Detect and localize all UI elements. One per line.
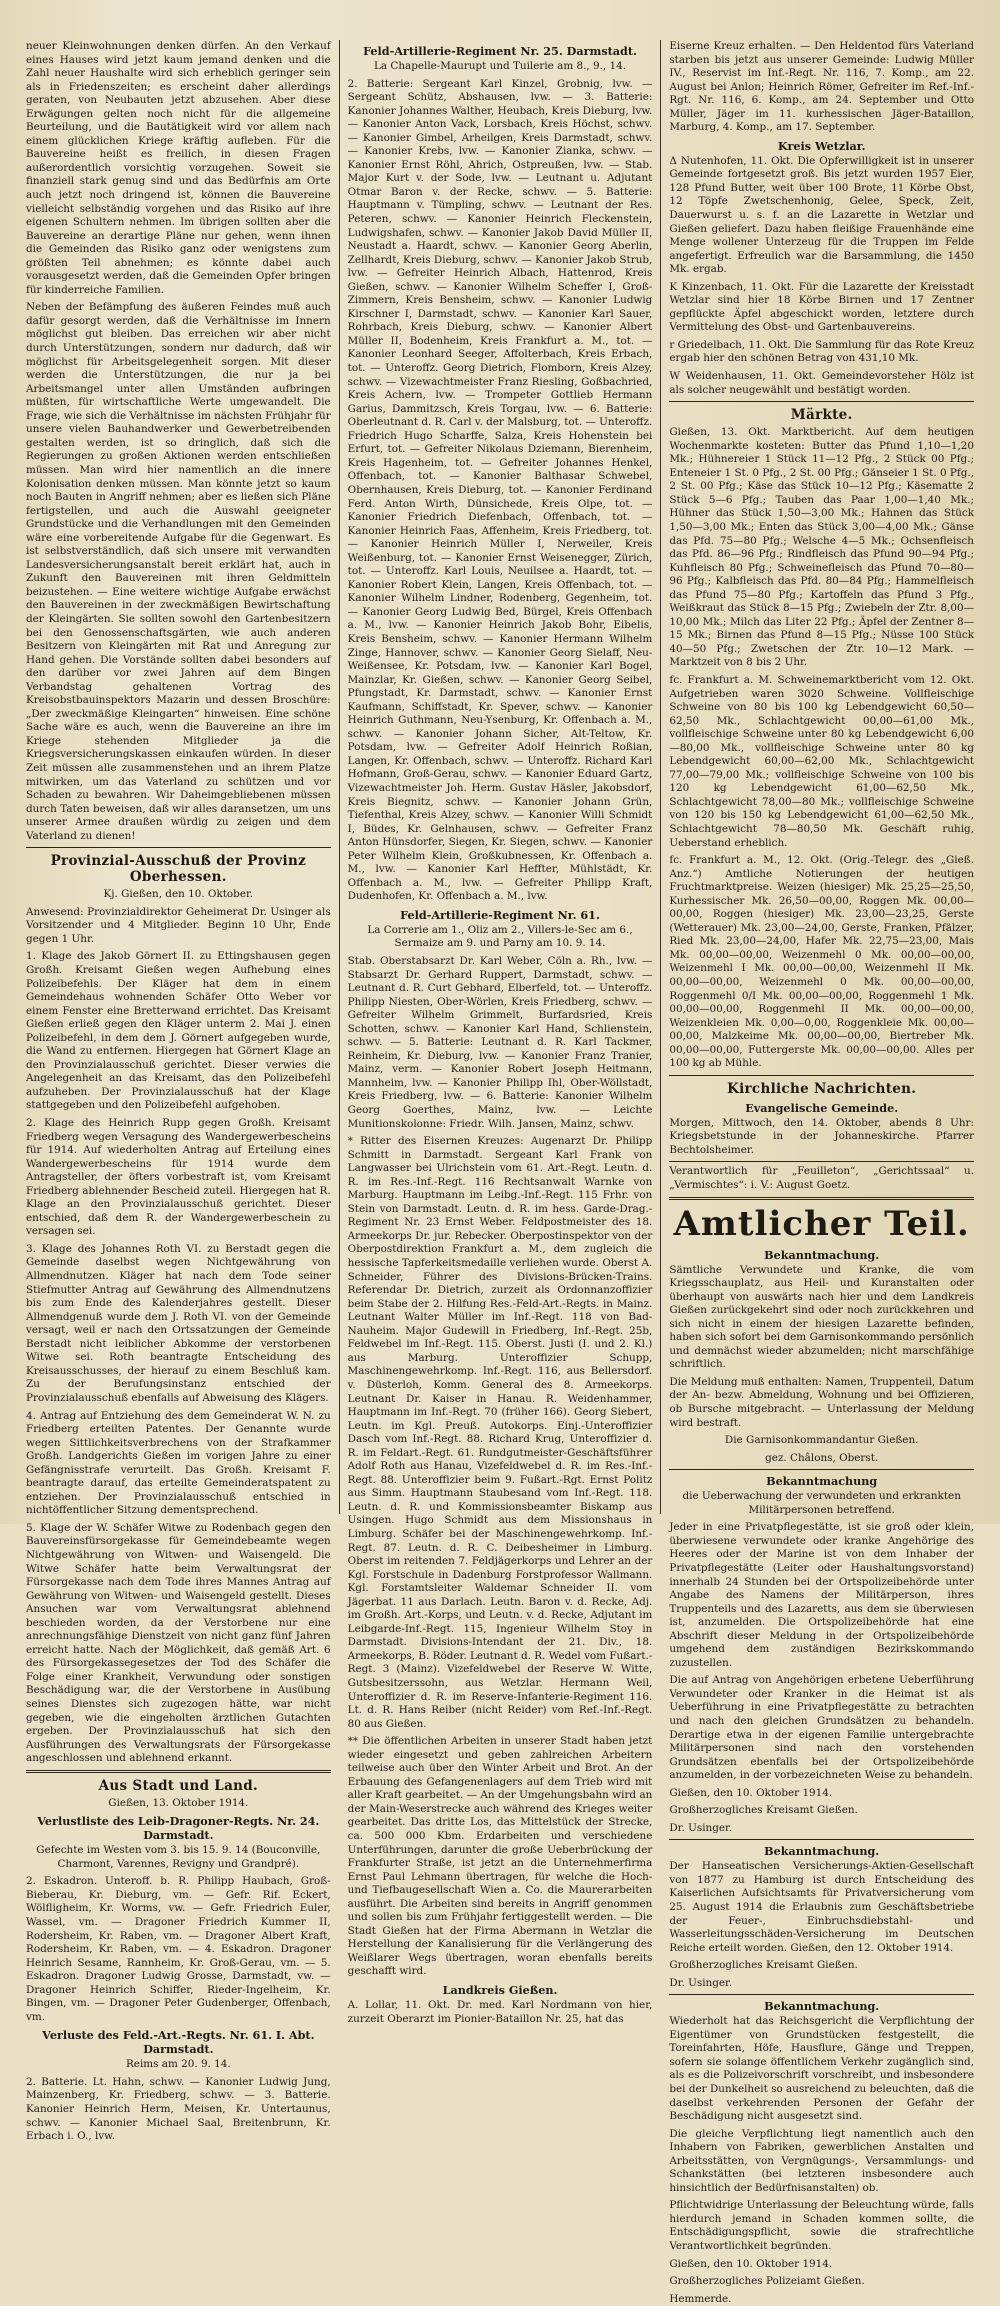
housing-article-p2: Neben der Befämpfung des äußeren Feindes muß auch dafür gesorgt werden, daß die Verhältnisse im Innern möglichst gut bleiben. Das erreichen wir aber nicht durch Unterstützungen, sondern nur dadurch, daß wir möglichst für Arbeitsgelegenheit sorgen. Mit dieser werden die Unterstützungen, die nur ja bei Arbeitsmangel unter allen Umständen aufbringen müßten, für wirtschaftliche Werte umgewandelt. Die Frage, wie sich die Verhältnisse im nächsten Frühjahr für unsere vielen Bauhandwerker und Gewerbetreibenden gestalten werden, ist so dringlich, daß sich die Regierungen zu großen Aktionen werden entschließen müssen. Man wird hier namentlich an die innere Kolonisation denken müssen. Man könnte jetzt so kaum noch Bauten in Angriff nehmen; aber es ließen sich Pläne fertigstellen, und auch die Auswahl geeigneter Grundstücke und die Verhandlungen mit den Gemeinden wäre eine vorbereitende Aufgabe für die Gegenwart. Es ist selbstverständlich, daß sich unsere mit verwandten Landesversicherungsanstalt bereit erklärt hat, auch in Zukunft den Bauvereinen mit ihren Geldmitteln beizustehen. — Eine weitere wichtige Aufgabe erwächst den Bauvereinen in der zweckmäßigen Bewirtschaftung der Kleingärten. Sie sollten sowohl den Gartenbesitzern bei den Genossenschaftsgärten, wie auch anderen Besitzern von Kleingärten mit Rat und Anregung zur Hand gehen. Die Vorstände sollten dabei besonders auf den darüber vor zwei Jahren auf dem Bingen Verbandstag gehaltenen Vortrag des Kreisobstbauinspektors Mazarin und dessen Broschüre: „Der zweckmäßige Kleingarten“ hinweisen. Eine schöne Sache wäre es auch, wenn die Bauvereine an ihre im Kriege stehenden Mitglieder ja die Kriegsversicherungskassen einkaufen würden. In dieser Zeit müssen alle zusammenstehen und an ihrem Platze mitwirken, um das Vaterland zu schützen und vor Schaden zu bewahren. Wir Daheimgebliebenen müssen durch Taten beweisen, daß wir alles daransetzen, um uns unserer Armee draußen würdig zu zeigen und dem Vaterland zu dienen!: [26, 301, 331, 842]
case-1: 1. Klage des Jakob Görnert II. zu Ettingshausen gegen Großh. Kreisamt Gießen wegen Aufhebung eines Polizeibefehls. Der Kläger hat dem in einem Gemeindehaus wohnenden Schäfer Otto Weber vor einem Fenster eine Bretterwand errichtet. Das Kreisamt Gießen erließ gegen den Kläger unterm 2. Mai J. einen Polizeibefehl, in dem dem J. Görnert aufgegeben wurde, die Wand zu entfernen. Hiergegen hat Görnert Klage an den Provinzialausschuß gerichtet. Dieser verwies die Angelegenheit an das Kreisamt, das den Polizeibefehl aufzuheben. Der Provinzialausschuß hat der Klage stattgegeben und den Polizeibefehl aufgehoben.: [26, 950, 331, 1112]
district-giessen-heading: Landkreis Gießen.: [442, 1983, 558, 1998]
notice-1-p1: Sämtliche Verwundete und Kranke, die vom Kriegsschauplatz, aus Heil- und Kuranstalten oder überhaupt von auswärts nach hier und dem Landkreis Gießen zurückgekehrt sind oder noch zurückkehren und sich nicht in einem der hiesigen Lazarette befinden, haben sich sofort bei dem Garnisonkommando persönlich und demnächst wieder abzumelden; nicht marschfähige schriftlich.: [669, 1263, 975, 1371]
case-5: 5. Klage der W. Schäfer Witwe zu Rodenbach gegen den Bauvereinsfürsorgekasse für Gemeindebeamte wegen Nichtgewährung von Witwen- und Waisengeld. Die Witwe Schäfer hatte beim Verwaltungsrat der Fürsorgekasse nach dem Tode ihres Mannes Antrag auf Gewährung von Witwen- und Waisengeld gestellt. Dieses Ansuchen war vom Verwaltungsrat ablehnend beschieden worden, da der Verstorbene nur eine anrechnungsfähige Dienstzeit von nicht ganz fünf Jahren erreicht hatte. Nach der Möglichkeit, daß gemäß Art. 6 des Fürsorgekassegesetzes der Tod des Schäfer die Folge einer Krankheit, Verwundung oder sonstigen Beschädigung war, die der Verstorbene in Ausübung seines Dienstes sich zugezogen hätte, war nicht gegeben, wie die eingeholten ärztlichen Gutachten ergeben. Der Provinzialausschuß hat sich den Ausführungen des Verwaltungsrats der Fürsorgekasse angeschlossen und ablehnend erkannt.: [26, 1521, 331, 1765]
notice-3-heading: Bekanntmachung.: [764, 1844, 880, 1859]
notice-2-p2: Die auf Antrag von Angehörigen erbetene Ueberführung Verwundeter oder Kranker in die Heimat ist als Ueberführung in eine Privatpflegestätte zu betrachten und nach den gleichen Grundsätzen zu behandeln. Derartige etwa in der eigenen Familie untergebrachte Militärpersonen sind nach den vorstehenden Grundsätzen ebenfalls bei der Ortspolizeibehörde anzumelden, in der vorbezeichneten Weise zu behandeln.: [669, 1674, 975, 1782]
church-service-notice: Morgen, Mittwoch, den 14. Oktober, abends 8 Uhr: Kriegsbetstunde in der Johanneskirche. Pfarrer Bechtolsheimer.: [669, 1116, 975, 1156]
nutenhofen-article: Δ Nutenhofen, 11. Okt. Die Opferwilligkeit ist in unserer Gemeinde fortgesetzt groß. Bis jetzt wurden 1957 Eier, 128 Pfund Butter, weit über 100 Brote, 11 Körbe Obst, 12 Töpfe Zwetschenhonig, Gelee, Speck, Zeit, Dauerwurst u. s. f. an die Lazarette in Wetzlar und Gießen geliefert. Dazu haben fleißige Frauenhände eine Menge wollener Unterzeug für die Truppen im Felde angefertigt. Erfreulich war die Barsammlung, die 1450 Mk. ergab.: [669, 154, 975, 276]
lollar-article-continued: Eiserne Kreuz erhalten. — Den Heldentod fürs Vaterland starben bis jetzt aus unserer Gemeinde: Ludwig Müller IV., Reservist im Inf.-Regt. Nr. 116, 7. Komp., am 22. August bei Anlon; Heinrich Römer, Gefreiter im Ref.-Inf.-Rgt. Nr. 116, 6. Komp., am 24. September und Otto Müller, Jäger im 11. kurhessischen Jäger-Bataillon, Marburg, 4. Komp., am 17. September.: [669, 40, 975, 134]
case-2: 2. Klage des Heinrich Rupp gegen Großh. Kreisamt Friedberg wegen Versagung des Wandergewerbescheins für 1914. Auf wiederholten Antrag auf Erteilung eines Wandergewerbescheins für 1914 wurde dem Antragsteller, der öfters vorbestraft ist, vom Kreisamt Friedberg ablehnender Bescheid zuteil. Hiergegen hat R. Klage an den Provinzialausschuß gerichtet. Dieser entschied, daß dem R. der Wandergewerbeschein zu versagen sei.: [26, 1117, 331, 1238]
provincial-committee-attendance: Anwesend: Provinzialdirektor Geheimerat Dr. Usinger als Vorsitzender und 4 Mitglieder. Beginn 10 Uhr, Ende gegen 1 Uhr.: [26, 905, 331, 945]
kinzenbach-article: K Kinzenbach, 11. Okt. Für die Lazarette der Kreisstadt Wetzlar sind hier 18 Körbe Birnen und 17 Zentner gepflückte Äpfel abgeschickt worden, letztere durch Vermittelung des Obst- und Gartenbauvereins.: [669, 280, 975, 334]
notice-4-signature: Hemmerde.: [669, 2292, 732, 2305]
divider: [669, 401, 974, 402]
divider: [669, 1075, 974, 1076]
griedelbach-article: r Griedelbach, 11. Okt. Die Sammlung für das Rote Kreuz ergab hier den schönen Betrag von 431,10 Mk.: [669, 338, 975, 365]
casualty-list-entries: 2. Eskadron. Unteroff. b. R. Philipp Haubach, Groß-Bieberau, Kr. Dieburg, vm. — Gefr. Rif. Eckert, Wölfligheim, Kr. Worms, vw. — Gefr. Friedrich Euler, Wassel, vm. — Dragoner Friedrich Kummer II, Rodersheim, Kr. Raben, vm. — Dragoner Albert Kraft, Rodersheim, Kr. Raben, vm. — 4. Eskadron. Dragoner Heinrich Sesame, Rannheim, Kr. Groß-Gerau, vm. — 5. Eskadron. Dragoner Ludwig Grosse, Darmstadt, vw. — Dragoner Heinrich Schiffer, Rieder-Ingelheim, Kr. Bingen, vm. — Dragoner Peter Gudenberger, Offenbach, vm.: [26, 1875, 331, 2023]
regiment-61-heading: Feld-Artillerie-Regiment Nr. 61.: [400, 907, 600, 922]
notice-2-subject: die Ueberwachung der verwundeten und erkrankten Militärpersonen betreffend.: [682, 1490, 961, 1516]
local-news-dateline: Gießen, 13. Oktober 1914.: [108, 1796, 249, 1809]
notice-4-p3: Pflichtwidrige Unterlassung der Beleuchtung würde, falls hierdurch jemand in Schaden kommen sollte, die Entschädigungspflicht, sowie die strafrechtliche Verantwortlichkeit begründen.: [669, 2199, 975, 2253]
notice-3-office: Großherzogliches Kreisamt Gießen.: [669, 1959, 858, 1972]
column-2: [339, 40, 661, 2025]
divider: [669, 1197, 974, 1200]
notice-2-p1: Jeder in eine Privatpflegestätte, ist sie groß oder klein, überwiesene verwundete oder kranke Angehörige des Heeres oder der Marine ist von dem Inhaber der Privatpflegestätte (Leiter oder Haushaltungsvorstand) innerhalb 24 Stunden bei der Ortspolizeibehörde unter Angabe des Namens der Militärperson, ihres Truppenteils und des Lazaretts, aus dem sie überwiesen ist, anzumelden. Die Ortspolizeibehörde hat eine Abschrift dieser Meldung in der Ortspolizeibehörde umgehend dem zuständigen Bezirkskommando zuzustellen.: [669, 1521, 975, 1669]
frankfurt-pig-market: fc. Frankfurt a. M. Schweinemarktbericht vom 12. Okt. Aufgetrieben waren 3020 Schweine. Vollfleischige Schweine von 80 bis 100 kg Lebendgewicht 60,50—62,50 Mk., Schlachtgewicht 00,00—61,00 Mk., vollfleischige Schweine unter 80 kg Lebendgewicht 6,00—80,00 Mk., vollfleischige Schweine unter 80 kg Lebendgewicht 60,00—62,00 Mk., Schlachtgewicht 77,00—79,00 Mk.; vollfleischige Schweine von 100 bis 120 kg Lebendgewicht 61,00—62,50 Mk., Schlachtgewicht 78,00—80 Mk.; vollfleischige Schweine von 120 bis 150 kg Lebendgewicht 61,00—62,50 Mk., Schlachtgewicht 78—80,50 Mk. Geschäft ruhig, Ueberstand erheblich.: [669, 673, 975, 849]
markets-heading: Märkte.: [790, 407, 853, 424]
divider: [26, 847, 331, 848]
notice-2-signature: Dr. Usinger.: [669, 1821, 733, 1834]
protestant-parish-heading: Evangelische Gemeinde.: [745, 1100, 899, 1115]
regiment-25-places: La Chapelle-Maurupt und Tuilerie am 8., 9., 14.: [373, 60, 627, 72]
notice-1-signature: gez. Châlons, Oberst.: [765, 1451, 879, 1464]
artillery-losses-place: Reims am 20. 9. 14.: [125, 2058, 231, 2071]
notice-4-office: Großherzogliches Polizeiamt Gießen.: [669, 2275, 865, 2288]
notice-4-p1: Wiederholt hat das Reichsgericht die Verpflichtung der Eigentümer von Grundstücken festgestellt, die Toreinfahrten, Höfe, Hausflure, Gänge und Treppen, sofern sie solange öffentlichem Verkehr zugänglich sind, als es die Polizeivorschrift vorschreibt, und insbesondere bei der Dunkelheit so ausreichend zu beleuchten, daß die daselbst verkehrenden Personen der Gefahr der Beschädigung nicht ausgesetzt sind.: [669, 2015, 975, 2123]
notice-4-heading: Bekanntmachung.: [764, 1999, 880, 2014]
notice-4-date: Gießen, den 10. Oktober 1914.: [669, 2257, 833, 2270]
column-container: [18, 40, 982, 2305]
regiment-61-entries: Stab. Oberstabsarzt Dr. Karl Weber, Cöln a. Rh., lvw. — Stabsarzt Dr. Gerhard Ruppert, Darmstadt, schwv. — Leutnant d. R. Curt Gebhard, Elberfeld, tot. — Unteroffz. Philipp Niesten, Ober-Wörlen, Kreis Friedberg, schwv. — Gefreiter Wilhelm Grimmelt, Burfardsried, Kreis Schotten, schwv. — Kanonier Karl Hand, Schlienstein, schwv. — 5. Batterie: Leutnant d. R. Karl Tackmer, Reinheim, Kr. Dieburg, lvw. — Kanonier Franz Tranier, Mainz, verm. — Kanonier Robert Joseph Heitmann, Mannheim, lvw. — Kanonier Philipp Ihl, Ober-Wöllstadt, Kreis Friedberg, lvw. — 6. Batterie: Kanonier Wilhelm Georg Goerthes, Mainz, lvw. — Leichte Munitionskolonne: Friedr. Wilh. Jansen, Mainz, schwv.: [347, 955, 653, 1130]
divider: [669, 1161, 974, 1162]
divider: [669, 1839, 974, 1840]
column-3: [660, 40, 982, 2305]
divider: [669, 1469, 974, 1470]
column-1: [18, 40, 339, 2143]
regiment-61-places: La Correrie am 1., Oliz am 2., Villers-le-Sec am 6., Sermaize am 9. und Parny am 10. 9. 14.: [367, 923, 633, 950]
casualty-list-heading: Verlustliste des Leib-Dragoner-Regts. Nr. 24. Darmstadt.: [37, 1814, 320, 1843]
regiment-25-heading: Feld-Artillerie-Regiment Nr. 25. Darmstadt.: [363, 44, 637, 58]
frankfurt-grain-market: fc. Frankfurt a. M., 12. Okt. (Orig.-Telegr. des „Gieß. Anz.“) Amtliche Notierungen der heutigen Fruchtmarktpreise. Weizen (hiesiger) Mk. 25,25—25,50, Kurhessischer Mk. 26,50—00,00, Roggen Mk. 00,00—00,00, Roggen (hiesiger) Mk. 23,00—23,25, Gerste (Wetterauer) Mk. 23,00—24,00, Gerste, Franken, Pfälzer, Ried Mk. 23,00—24,00, Hafer Mk. 22,75—23,00, Mais Mk. 00,00—00,00, Weizenmehl 0 Mk. 00,00—00,00, Weizenmehl I Mk. 00,00—00,00, Weizenmehl II Mk. 00,00—00,00, Weizenmehl 0 Mk. 00,00—00,00, Roggenmehl 0/I Mk. 00,00—00,00, Roggenmehl 1 Mk. 00,00—00,00, Roggenmehl II Mk. 00,00—00,00, Weizenkleien Mk. 0,00—0,00, Roggenkleie Mk. 00,00—00,00, Malzkeime Mk. 00,00—00,00, Biertreber Mk. 00,00—00,00, Futtergerste Mk. 00,00—00,00. Alles per 100 kg ab Mühle.: [669, 854, 975, 1070]
artillery-losses-heading: Verluste des Feld.-Art.-Regts. Nr. 61. I. Abt. Darmstadt.: [42, 2028, 315, 2057]
housing-article-p1: neuer Kleinwohnungen denken dürfen. An den Verkauf eines Hauses wird jetzt kaum jemand denken und die Zahl neuer Haushalte wird sich erheblich geringer sein als in Friedenszeiten; es erscheint daher allerdings geraten, von Neubauten jetzt abzusehen. Aber diese Erwägungen gelten noch nicht für die allgemeine Beurteilung, und die Bautätigkeit wird vor allem nach einem glücklichen Kriege kräftig aufleben. Für die Bauvereine heißt es freilich, in diesen Fragen außerordentlich vorsichtig vorzugehen. Soweit sie finanziell stark genug sind und das Bedürfnis am Orte auch jetzt noch dringend ist, können die Bauvereine vielleicht selbständig vorgehen und das Risiko auf ihre eigenen Schultern nehmen. Im übrigen sollten aber die Bauvereine an derartige Pläne nur gehen, wenn ihnen die Gemeinden das Risiko ganz oder wenigstens zum größten Teil abnehmen; es könnte dabei auch vorausgesetzt werden, daß die Gemeinden Opfer bringen für kinderreiche Familien.: [26, 40, 331, 296]
notice-1-signatory: Die Garnisonkommandantur Gießen.: [724, 1434, 919, 1447]
notice-3-signature: Dr. Usinger.: [669, 1976, 733, 1989]
notice-2-heading: Bekanntmachung: [766, 1474, 878, 1489]
district-wetzlar-heading: Kreis Wetzlar.: [777, 138, 866, 153]
divider: [26, 1770, 331, 1773]
divider: [669, 1994, 974, 1995]
giessen-market-report: Gießen, 13. Okt. Marktbericht. Auf dem heutigen Wochenmarkte kosteten: Butter das Pfund 1,10—1,20 Mk.; Hühnereier 1 Stück 11—12 Pfg., 2 Stück 00 Pfg.; Enteneier 1 St. 0 Pfg., 2 St. 00 Pfg.; Gänseier 1 St. 0 Pfg., 2 St. 00 Pfg.; Käse das Stück 10—12 Pfg.; Käsematte 2 Stück 5—6 Pfg.; Tauben das Paar 1,00—1,40 Mk.; Hühner das Stück 1,50—3,00 Mk.; Hahnen das Stück 1,50—3,00 Mk.; Enten das Stück 3,00—4,00 Mk.; Gänse das Pfd. 75—80 Pfg.; Welsche 4—5 Mk.; Ochsenfleisch das Pfd. 86—96 Pfg.; Rindfleisch das Pfund 90—94 Pfg.; Kuhfleisch 80 Pfg.; Schweinefleisch das Pfund 70—80—96 Pfg.; Kalbfleisch das Pfd. 80—84 Pfg.; Hammelfleisch das Pfund 75—80 Pfg.; Kartoffeln das Pfund 3 Pfg., Weißkraut das Stück 8—15 Pfg.; Zwiebeln der Ztr. 8,00—10,00 Mk.; Milch das Liter 22 Pfg.; Äpfel der Zentner 8—15 Mk.; Birnen das Pfund 8—15 Pfg.; Nüsse 100 Stück 40—50 Pfg.; Zwetschen der Ztr. 10—12 Mark. — Marktzeit von 8 bis 2 Uhr.: [669, 426, 975, 669]
editor-credit: Verantwortlich für „Feuilleton“, „Gerichtssaal“ u. „Vermischtes“: i. V.: August Goetz.: [669, 1165, 975, 1192]
artillery-losses-entries: 2. Batterie. Lt. Hahn, schwv. — Kanonier Ludwig Jung, Mainzenberg, Kr. Friedberg, schwv. — 3. Batterie. Kanonier Heinrich Herm, Meisen, Kr. Untertaunus, schwv. — Kanonier Michael Saal, Breitenbrunn, Kr. Erbach i. O., lvw.: [26, 2075, 331, 2143]
official-section-heading: Amtlicher Teil.: [673, 1203, 970, 1244]
notice-2-office: Großherzogliches Kreisamt Gießen.: [669, 1804, 858, 1817]
regiment-25-entries: 2. Batterie: Sergeant Karl Kinzel, Grobnig, lvw. — Sergeant Schütz, Abshausen, lvw. — 3. Batterie: Kanonier Johannes Walther, Heubach, Kreis Dieburg, lvw. — Kanonier Anton Vack, Lorsbach, Kreis Höchst, schwv. — Kanonier Gimbel, Arheilgen, Kreis Darmstadt, schwv. — Kanonier Krebs, lvw. — Kanonier Zianka, schwv. — Kanonier Ernst Röhl, Ahrich, Ostpreußen, lvw. — Stab. Major Kurt v. der Sode, lvw. — Leutnant u. Adjutant Otmar Baron v. der Recke, schwv. — 5. Batterie: Hauptmann v. Tümpling, schwv. — Leutnant der Res. Peteren, schwv. — Kanonier Heinrich Fleckenstein, Ludwigshafen, schwv. — Kanonier Jakob David Müller II, Neustadt a. Haardt, schwv. — Kanonier Georg Aberlin, Zellhardt, Kreis Dieburg, schwv. — Kanonier Jakob Strub, lvw. — Gefreiter Heinrich Albach, Hattenrod, Kreis Gießen, schwv. — Kanonier Wilhelm Scheffer I, Groß-Zimmern, Kreis Bensheim, schwv. — Kanonier Ludwig Kirschner I, Darmstadt, schwv. — Kanonier Karl Sauer, Rohrbach, Kreis Dieburg, schwv. — Kanonier Albert Müller II, Bodenheim, Kreis Frankfurt a. M., tot. — Kanonier Leonhard Seeger, Affolterbach, Kreis Erbach, tot. — Unteroffz. Georg Dietrich, Flomborn, Kreis Alzey, schwv. — Vizewachtmeister Franz Riesling, Goßbachried, Kreis Achern, lvw. — Trompeter Gottlieb Hermann Garius, Dammitzsch, Kreis Torgau, lvw. — 6. Batterie: Oberleutnant d. R. Carl v. der Malsburg, tot. — Unteroffz. Friedrich Hugo Scharffe, Salza, Kreis Hohenstein bei Erfurt, tot. — Gefreiter Nikolaus Dziemann, Bierenheim, Kreis Hagenheim, tot. — Gefreiter Johannes Henkel, Offenbach, tot. — Kanonier Balthasar Schwebel, Obernhausen, Kreis Dieburg, tot. — Kanonier Ferdinand Ferd. Anton Wirth, Dünsichede, Kreis Olpe, tot. — Kanonier Friedrich Diefenbach, Offenbach, tot. — Kanonier Heinrich Faas, Affenheim, Kreis Friedberg, tot. — Kanonier Heinrich Müller I, Nerweiler, Kreis Weißenburg, tot. — Kanonier Ernst Weisenegger, Zürich, tot. — Unteroffz. Karl Louis, Neuilsee a. Haardt, tot. — Kanonier Robert Klein, Langen, Kreis Offenbach, tot. — Kanonier Wilhelm Lindner, Rodenberg, Gegenheim, tot. — Kanonier Georg Ludwig Bed, Bürgel, Kreis Offenbach a. M., lvw. — Kanonier Heinrich Jakob Bohr, Eibelis, Kreis Bensheim, schwv. — Kanonier Hermann Wilhelm Zinge, Hannover, schwv. — Kanonier Georg Sielaff, Neu-Weißensee, Kr. Potsdam, lvw. — Kanonier Karl Bogel, Mainzlar, Kr. Gießen, schwv. — Kanonier Georg Seibel, Pfungstadt, Kr. Darmstadt, schwv. — Kanonier Ernst Kaufmann, Schiffstadt, Kr. Spever, schwv. — Kanonier Heinrich Guthmann, Neu-Ysenburg, Kr. Offenbach a. M., schwv. — Kanonier Johann Sicher, Alt-Teltow, Kr. Potsdam, lvw. — Gefreiter Adolf Heinrich Roßian, Langen, Kr. Offenbach, schwv. — Unteroffz. Richard Karl Hofmann, Groß-Gerau, schwv. — Kanonier Eduard Gartz, Vizewachtmeister Joh. Herm. Gustav Häsler, Jakobsdorf, Kreis Biegnitz, schwv. — Kanonier Johann Grün, Tiefenthal, Kreis Alzey, schwv. — Kanonier Willi Schmidt I, Büdes, Kr. Gelnhausen, schwv. — Gefreiter Franz Anton Hünsdorfer, Siegen, Kr. Siegen, schwv. — Kanonier Peter Wilhelm Klein, Großkubnessen, Kr. Offenbach a. M., lvw. — Kanonier Karl Heffter, Mühlstädt, Kr. Offenbach a. M., lvw. — Gefreiter Philipp Kraft, Dudenhofen, Kr. Offenbach a. M., lvw.: [347, 77, 653, 903]
notice-3-p1: Der Hanseatischen Versicherungs-Aktien-Gesellschaft von 1877 zu Hamburg ist durch Entscheidung des Kaiserlichen Aufsichtsamts für Privatversicherung vom 25. August 1914 die Erlaubnis zum Geschäftsbetriebe der Feuer-, Einbruchsdiebstahl- und Wasserleitungsschäden-Versicherung im Deutschen Reiche erteilt worden. Gießen, den 12. Oktober 1914.: [669, 1860, 975, 1954]
church-news-heading: Kirchliche Nachrichten.: [727, 1080, 917, 1097]
weidenhausen-article: W Weidenhausen, 11. Okt. Gemeindevorsteher Hölz ist als solcher neugewählt und bestätigt worden.: [669, 370, 975, 396]
public-works-article: ** Die öffentlichen Arbeiten in unserer Stadt haben jetzt wieder eingesetzt und geben zahlreichen Arbeitern teilweise auch über den Winter Arbeit und Brot. An der Erbauung des Gefangenenlagers auf dem Trieb wird mit aller Kraft gearbeitet. — An der Umgehungsbahn wird an der Main-Weserstrecke auch während des Krieges weiter gearbeitet. Das dritte Los, das Mittelstück der Strecke, ca. 500 000 Kbm. Erdarbeiten und verschiedene Unterführungen, darunter die große Ueberbrückung der Frankfurter Straße, ist jetzt an die Unternehmerfirma Ernst Paul Lehmann übertragen, für welche die Hoch- und Tiefbaugesellschaft Wien a. Co. die Maurerarbeiten ausführt. Die Arbeiten sind bereits in Angriff genommen und sollen bis zum Frühjahr fertiggestellt werden. — Die Stadt Gießen hat der Firma Abermann in Wetzlar die Herstellung der Kanalisierung für die Verlängerung des Weißlarer Wegs übertragen, woran ebenfalls bereits geschafft wird.: [347, 1735, 653, 1978]
notice-1-heading: Bekanntmachung.: [764, 1247, 880, 1262]
case-3: 3. Klage des Johannes Roth VI. zu Berstadt gegen die Gemeinde daselbst wegen Nichtgewährung von Allmendnutzen. Kläger hat nach dem Tode seiner Stiefmutter Antrag auf Gewährung des Allmendnutzens bis zum Ende des Kalenderjahres gestellt. Dieser Allmendgenuß wurde dem J. Roth VI. von der Gemeinde versagt, weil er nach den Ortssatzungen der Gemeinde Berstadt nicht leiblicher Abkomme der verstorbenen Witwe sei. Roth beantragte Entscheidung des Kreisausschusses, der hierauf zu einem Beschluß kam. Zu der Berufungsinstanz entschied der Provinzialausschuß ebenfalls auf Abweisung des Klägers.: [26, 1242, 331, 1404]
iron-cross-article: * Ritter des Eisernen Kreuzes: Augenarzt Dr. Philipp Schmitt in Darmstadt. Sergeant Karl Frank von Langwasser bei Ulrichstein vom 61. Art.-Regt. Leutn. d. R. im Res.-Inf.-Regt. 116 Rechtsanwalt Warnke von Marburg. Hauptmann im Leibg.-Inf.-Regt. 115 Frhr. von Stein von Darmstadt. Leutn. d. R. im hess. Garde-Drag.-Regiment Nr. 23 Ernst Weber. Feldpostmeister des 18. Armeekorps Dr. jur. Rebecker. Oberpostinspektor von der Oberpostdirektion Frankfurt a. M., dem zugleich die hessische Tapferkeitsmedaille verliehen wurde. Oberst A. Schneider, Führer des Divisions-Brücken-Trains. Referendar Dr. Dietrich, zurzeit als Ordonnanzoffizier beim Stabe der 2. Hilfung Res.-Feld-Art.-Regts. in Mainz. Leutnant Walter Müller im Inf.-Regt. 118 von Bad-Nauheim. Major Gudewill in Friedberg, Inf.-Regt. 25b, Feldwebel im Inf.-Regt. 115. Oberst. Justi (I. und 2. Kl.) aus Marburg. Unteroffizier Schupp, Maschinengewehrkomp. Inf.-Regt. 116, aus Bellersdorf. v. Düsterloh, Komm. General des 8. Armeekorps. Leutnant Dr. Kaiser in Hanau. R. Weidenhammer, Hauptmann im Inf.-Regt. 70 (früher 166). Georg Siebert, Leutn. im Kgl. Preuß. Autokorps. Einj.-Unteroffizier Dasch vom Inf.-Regt. 88. Richard Krug, Unteroffizier d. R. im Feldart.-Regt. 61. Rundgutmeister-Geschäftsführer Adolf Roth aus Hanau, Vizefeldwebel d. R. im Res.-Inf.-Regt. 88. Unteroffizier beim 9. Fußart.-Rgt. Ernst Politz aus Simm. Hauptmann Staubesand vom Inf.-Regt. 118. Leutn. d. R. und Kommissionsbeamter Biskamp aus Usingen. Hugo Schmidt aus dem Missionshaus in Limburg. Schäfer bei der Maschinengewehrkomp. Inf.-Regt. 87. Leutn. d. R. C. Deibesheimer in Limburg. Oberst im reitenden 7. Feldjägerkorps und Lehrer an der Kgl. Forstschule in Dadenburg Forstprofessor Wallmann. Kgl. Forstamtsleiter Waldemar Schneider II. vom Jägerbat. 11 aus Darlach. Leutn. Baron v. d. Recke, Adj. im Großh. Art.-Korps, und Leutn. v. d. Recke, Adjutant im Leibgarde-Inf.-Regt. 115, Ingenieur Wilhelm Stoy in Darmstadt. Divisions-Intendant der 21. Div., 18. Armeekorps, B. Röder. Leutnant d. R. Wedel vom Fußart.-Regt. 3 (Mainz). Vizefeldwebel der Reserve W. Witte, Gutsbesitzerssohn, aus Wetzlar. Hermann Weil, Unteroffizier d. R. im Reserve-Infanterie-Regiment 116. Lt. d. R. Hans Reiber (nicht Reider) vom Ref.-Inf.-Regt. 80 aus Gießen.: [347, 1135, 653, 1730]
notice-1-p2: Die Meldung muß enthalten: Namen, Truppenteil, Datum der An- bezw. Abmeldung, Wohnung und bei Offizieren, ob Bursche mitgebracht. — Unterlassung der Meldung wird bestraft.: [669, 1375, 975, 1429]
case-4: 4. Antrag auf Entziehung des dem Gemeinderat W. N. zu Friedberg erteilten Patentes. Der Genannte wurde wegen Sittlichkeitsverbrechens von der Strafkammer Großh. Landgerichts Gießen im vorigen Jahre zu einer Gefängnisstrafe verurteilt. Das Großh. Kreisamt F. beantragte darauf, das erteilte Gemeinderatspatent zu entziehen. Der Provinzialausschuß entschied in nichtöffentlicher Sitzung dementsprechend.: [26, 1409, 331, 1517]
lollar-article: A. Lollar, 11. Okt. Dr. med. Karl Nordmann von hier, zurzeit Oberarzt im Pionier-Bataillon Nr. 25, hat das: [347, 1999, 653, 2025]
local-news-heading: Aus Stadt und Land.: [98, 1777, 259, 1794]
notice-4-p2: Die gleiche Verpflichtung liegt namentlich auch den Inhabern von Fabriken, gewerblichen Anstalten und Arbeitsstätten, von Vergnügungs-, Versammlungs- und Schankstätten (bei letzteren insbesondere auch hinsichtlich der Bedürfnisanstalten) ob.: [669, 2127, 975, 2194]
provincial-committee-dateline: Kj. Gießen, den 10. Oktober.: [103, 888, 254, 901]
casualty-list-battles: Gefechte im Westen vom 3. bis 15. 9. 14 (Bouconville, Charmont, Varennes, Revigny und Grandpré).: [36, 1844, 321, 1870]
notice-2-date: Gießen, den 10. Oktober 1914.: [669, 1786, 833, 1799]
provincial-committee-heading: Provinzial-Ausschuß der Provinz Oberhessen.: [50, 853, 307, 886]
